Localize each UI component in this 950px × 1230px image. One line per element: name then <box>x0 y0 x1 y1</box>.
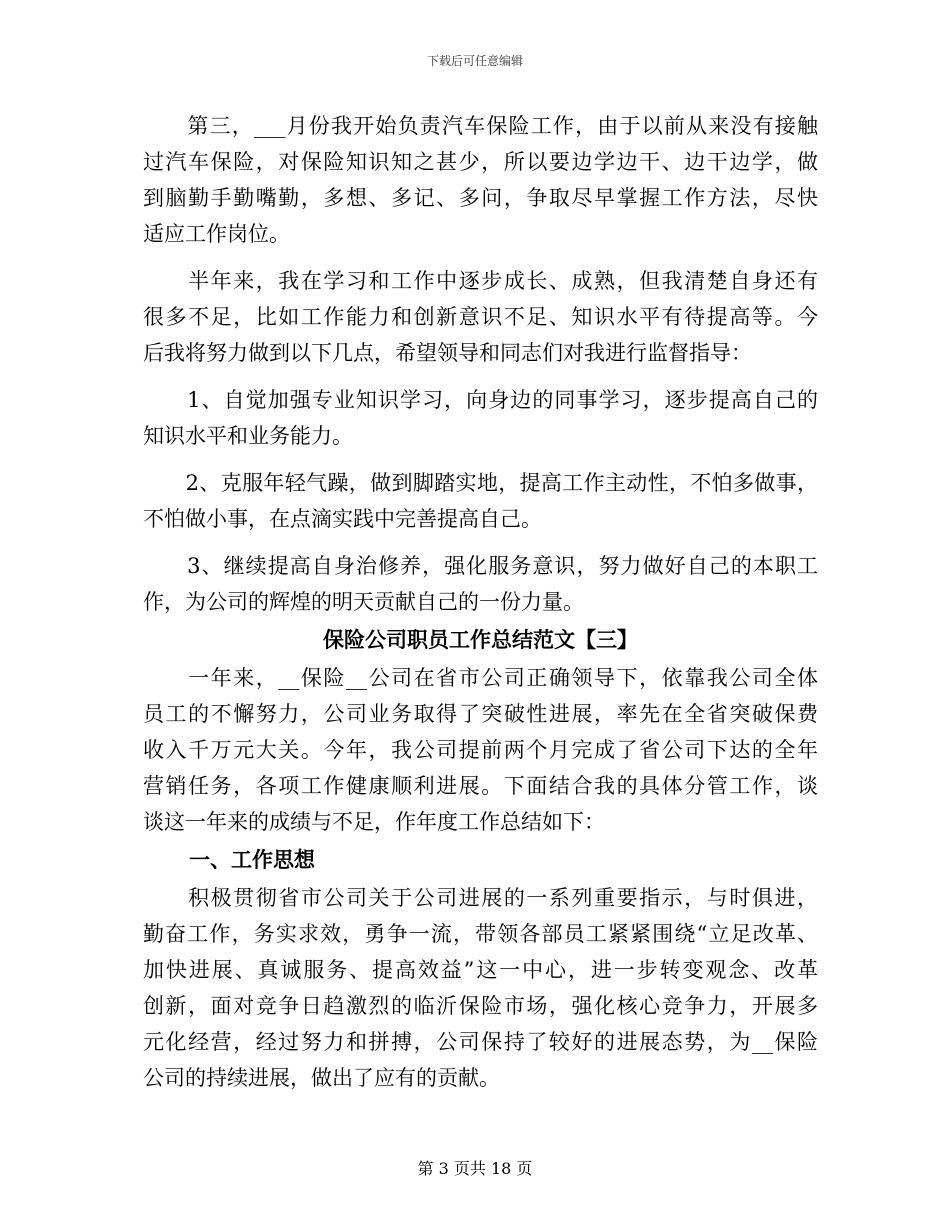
text-line: 后我将努力做到以下几点，希望领导和同志们对我进行监督指导： <box>143 341 752 365</box>
text-line: 元化经营，经过努力和拼搏，公司保持了较好的进展态势，为__保险 <box>143 1030 818 1054</box>
paragraph-work-thought <box>143 880 818 1096</box>
text-line: 谈这一年来的成绩与不足，作年度工作总结如下： <box>143 810 605 834</box>
text-line: 收入千万元大关。今年，我公司提前两个月完成了省公司下达的全年 <box>143 738 818 762</box>
text-line: 适应工作岗位。 <box>143 222 290 246</box>
text-line: 营销任务，各项工作健康顺利进展。下面结合我的具体分管工作，谈 <box>143 774 818 798</box>
page-number-footer: 第 3 页共 18 页 <box>417 1159 533 1178</box>
header-note: 下载后可任意编辑 <box>426 54 523 68</box>
text-line: 1、自觉加强专业知识学习，向身边的同事学习，逐步提高自己的 <box>143 388 818 412</box>
text-line: 不怕做小事，在点滴实践中完善提高自己。 <box>143 507 542 531</box>
text-line: 公司的持续进展，做出了应有的贡献。 <box>143 1066 500 1090</box>
text-line: 半年来，我在学习和工作中逐步成长、成熟，但我清楚自身还有 <box>143 269 818 293</box>
text-line: 勤奋工作，务实求效，勇争一流，带领各部员工紧紧围绕“立足改革、 <box>143 922 818 946</box>
section-title: 保险公司职员工作总结范文【三】 <box>323 627 638 652</box>
subheading-work-thought: 一、工作思想 <box>189 847 315 872</box>
text-line: 2、克服年轻气躁，做到脚踏实地，提高工作主动性，不怕多做事， <box>143 471 818 495</box>
text-line: 到脑勤手勤嘴勤，多想、多记、多问，争取尽早掌握工作方法，尽快 <box>143 186 818 210</box>
text-line: 3、继续提高自身治修养，强化服务意识，努力做好自己的本职工 <box>143 554 818 578</box>
text-line: 知识水平和业务能力。 <box>143 424 353 448</box>
text-line: 过汽车保险，对保险知识知之甚少，所以要边学边干、边干边学，做 <box>143 150 818 174</box>
text-line: 很多不足，比如工作能力和创新意识不足、知识水平有待提高等。今 <box>143 305 818 329</box>
text-line: 作，为公司的辉煌的明天贡献自己的一份力量。 <box>143 590 584 614</box>
document-body <box>143 108 818 1096</box>
text-line: 一年来，__保险__公司在省市公司正确领导下，依靠我公司全体 <box>143 666 818 690</box>
text-line: 员工的不懈努力，公司业务取得了突破性进展，率先在全省突破保费 <box>143 702 818 726</box>
text-line: 创新，面对竞争日趋激烈的临沂保险市场，强化核心竞争力，开展多 <box>143 994 818 1018</box>
paragraph-half-year <box>143 263 818 371</box>
text-line: 加快进展、真诚服务、提高效益”这一中心，进一步转变观念、改革 <box>143 958 818 982</box>
paragraph-item-1 <box>143 382 818 454</box>
text-line: 第三，___月份我开始负责汽车保险工作，由于以前从来没有接触 <box>143 114 818 138</box>
paragraph-intro <box>143 660 818 840</box>
text-line: 积极贯彻省市公司关于公司进展的一系列重要指示，与时俱进， <box>143 886 818 910</box>
paragraph-item-2 <box>143 465 818 537</box>
paragraph-item-3 <box>143 548 818 620</box>
paragraph-third-point <box>143 108 818 252</box>
